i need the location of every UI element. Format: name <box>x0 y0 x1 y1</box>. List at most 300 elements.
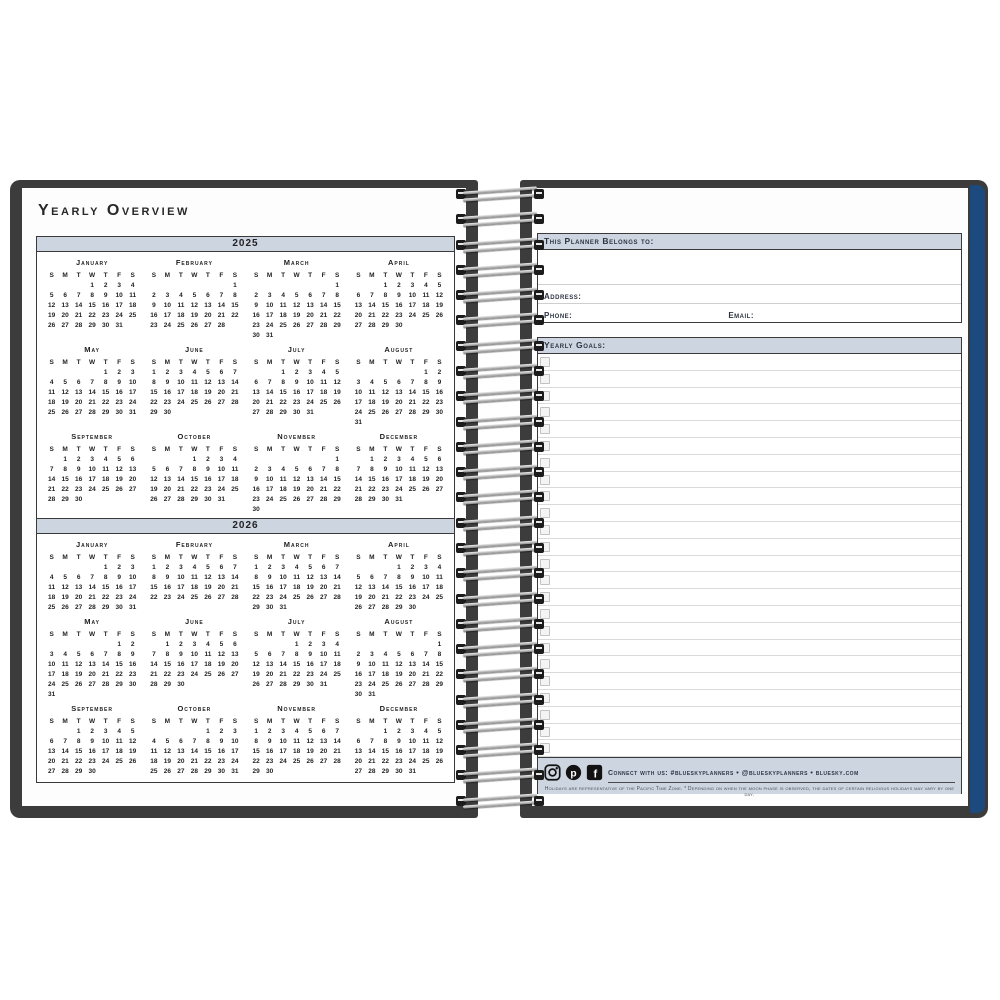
dow-cell: T <box>76 446 81 453</box>
week-row <box>352 734 447 744</box>
address-row <box>538 285 961 304</box>
day-cell: 21 <box>231 584 239 591</box>
day-cell: 24 <box>395 486 403 493</box>
dow-cell: T <box>178 446 183 453</box>
binding-coil <box>456 694 544 707</box>
coil-right-end <box>534 796 544 806</box>
day-cell: 25 <box>150 768 158 775</box>
day-cell: 23 <box>381 486 389 493</box>
day-cell: 23 <box>102 312 110 319</box>
page-title: Yearly Overview <box>38 202 190 219</box>
binding-coil <box>456 188 544 201</box>
day-cell: 12 <box>129 738 137 745</box>
dow-cell: M <box>266 446 273 453</box>
dow-cell: T <box>205 631 210 638</box>
day-of-week-row <box>249 714 344 724</box>
day-cell: 15 <box>102 389 110 396</box>
day-cell: 18 <box>293 748 301 755</box>
week-row <box>352 724 447 734</box>
day-cell: 17 <box>320 661 328 668</box>
month-name: July <box>287 345 306 354</box>
goal-row <box>538 572 961 589</box>
day-cell: 18 <box>333 661 341 668</box>
week-row <box>45 472 140 482</box>
day-cell: 16 <box>115 584 123 591</box>
week-row <box>249 744 344 754</box>
day-cell: 8 <box>281 379 285 386</box>
day-cell: 28 <box>190 768 198 775</box>
week-row <box>147 580 242 590</box>
week-row <box>147 667 242 677</box>
social-icons <box>544 764 603 781</box>
mini-month-november <box>246 704 348 774</box>
coil-right-end <box>534 391 544 401</box>
dow-cell: M <box>164 554 171 561</box>
day-cell: 29 <box>381 768 389 775</box>
day-cell: 2 <box>294 369 299 376</box>
day-cell: 3 <box>267 466 272 473</box>
week-row <box>249 395 344 405</box>
day-cell: 6 <box>267 651 272 658</box>
day-cell: 25 <box>102 486 110 493</box>
day-cell: 13 <box>408 661 416 668</box>
day-cell: 25 <box>115 758 123 765</box>
day-cell: 31 <box>115 322 123 329</box>
day-cell: 17 <box>177 389 185 396</box>
day-cell: 9 <box>254 302 258 309</box>
day-cell: 12 <box>204 379 212 386</box>
day-cell: 21 <box>150 671 158 678</box>
week-row <box>45 590 140 600</box>
day-cell: 26 <box>217 671 225 678</box>
day-cell: 6 <box>321 728 326 735</box>
day-cell: 4 <box>192 369 197 376</box>
week-row <box>45 570 140 580</box>
day-cell: 24 <box>408 758 416 765</box>
dow-cell: T <box>103 554 108 561</box>
dow-cell: W <box>89 359 96 366</box>
day-cell: 30 <box>354 691 362 698</box>
day-cell: 26 <box>435 758 443 765</box>
day-cell: 10 <box>102 738 110 745</box>
pinterest-icon <box>565 764 582 781</box>
day-cell: 15 <box>204 748 212 755</box>
day-cell: 30 <box>381 496 389 503</box>
week-row <box>45 462 140 472</box>
dow-cell: W <box>89 272 96 279</box>
dow-cell: T <box>205 554 210 561</box>
day-cell: 11 <box>333 651 341 658</box>
dow-cell: T <box>410 272 415 279</box>
day-cell: 3 <box>410 282 415 289</box>
day-cell: 12 <box>381 389 389 396</box>
day-cell: 22 <box>231 312 239 319</box>
month-name: February <box>175 540 213 549</box>
day-cell: 31 <box>231 768 239 775</box>
month-name: May <box>84 617 100 626</box>
dow-cell: M <box>369 554 375 561</box>
day-cell: 27 <box>61 322 69 329</box>
dow-cell: W <box>395 446 402 453</box>
mini-month-september <box>41 704 143 774</box>
coil-wire <box>463 295 537 303</box>
day-cell: 15 <box>231 302 239 309</box>
day-cell: 9 <box>437 379 442 386</box>
day-cell: 16 <box>293 389 301 396</box>
day-cell: 23 <box>395 758 403 765</box>
day-cell: 31 <box>395 496 403 503</box>
day-cell: 17 <box>395 476 403 483</box>
day-cell: 3 <box>370 651 374 658</box>
day-cell: 30 <box>163 409 171 416</box>
day-cell: 21 <box>320 312 328 319</box>
day-cell: 13 <box>266 661 274 668</box>
day-cell: 8 <box>103 574 108 581</box>
dow-cell: S <box>253 446 259 453</box>
day-cell: 5 <box>63 379 67 386</box>
dow-cell: F <box>117 359 122 366</box>
day-cell: 31 <box>354 419 362 426</box>
day-cell: 8 <box>76 738 81 745</box>
week-row <box>352 298 447 308</box>
day-cell: 26 <box>252 681 260 688</box>
day-cell: 15 <box>75 748 83 755</box>
mini-month-august <box>348 345 450 425</box>
day-cell: 2 <box>356 651 361 658</box>
dow-cell: S <box>253 272 259 279</box>
day-cell: 30 <box>102 322 110 329</box>
day-cell: 21 <box>320 486 328 493</box>
day-cell: 3 <box>410 728 415 735</box>
day-cell: 19 <box>435 748 443 755</box>
day-cell: 28 <box>217 322 225 329</box>
day-cell: 17 <box>368 671 376 678</box>
day-cell: 1 <box>152 369 156 376</box>
day-cell: 18 <box>408 476 416 483</box>
day-cell: 13 <box>354 748 362 755</box>
dow-cell: W <box>89 446 96 453</box>
day-cell: 12 <box>217 651 225 658</box>
day-cell: 3 <box>179 369 183 376</box>
day-cell: 20 <box>129 476 137 483</box>
day-cell: 31 <box>129 409 137 416</box>
day-cell: 27 <box>88 681 96 688</box>
goal-row <box>538 640 961 657</box>
day-cell: 11 <box>190 379 198 386</box>
day-cell: 2 <box>76 456 81 463</box>
binding-coil <box>456 416 544 429</box>
coil-right-end <box>534 543 544 553</box>
week-row <box>147 462 242 472</box>
day-cell: 23 <box>204 486 212 493</box>
day-cell: 25 <box>293 758 301 765</box>
dow-cell: S <box>151 446 157 453</box>
day-cell: 8 <box>370 466 374 473</box>
day-cell: 6 <box>206 292 210 299</box>
coil-wire <box>463 573 537 581</box>
day-cell: 8 <box>152 574 156 581</box>
day-of-week-row <box>249 268 344 278</box>
week-row <box>45 405 140 415</box>
coil-right-end <box>534 265 544 275</box>
week-row <box>249 318 344 328</box>
month-name: September <box>71 704 114 713</box>
day-cell: 20 <box>61 312 69 319</box>
day-cell: 21 <box>381 594 389 601</box>
dow-cell: T <box>383 359 388 366</box>
right-page <box>532 188 968 806</box>
dow-cell: T <box>178 554 183 561</box>
day-cell: 18 <box>61 671 69 678</box>
mini-month-july <box>246 345 348 425</box>
day-cell: 20 <box>163 486 171 493</box>
week-row <box>249 365 344 375</box>
day-cell: 6 <box>63 292 67 299</box>
day-of-week-row <box>45 627 140 637</box>
week-row <box>249 385 344 395</box>
day-cell: 4 <box>49 574 54 581</box>
day-cell: 4 <box>383 651 388 658</box>
day-cell: 17 <box>129 584 137 591</box>
day-cell: 9 <box>356 661 361 668</box>
day-cell: 30 <box>217 768 225 775</box>
day-cell: 6 <box>130 456 135 463</box>
day-cell: 19 <box>48 312 56 319</box>
coil-right-end <box>534 240 544 250</box>
month-name: June <box>185 345 204 354</box>
day-cell: 24 <box>279 758 287 765</box>
dow-cell: T <box>103 631 108 638</box>
day-cell: 24 <box>266 322 274 329</box>
day-cell: 14 <box>408 389 416 396</box>
coil-wire <box>463 219 537 227</box>
dow-cell: T <box>383 554 388 561</box>
day-cell: 30 <box>266 604 274 611</box>
day-cell: 12 <box>204 574 212 581</box>
binding-coil <box>456 264 544 277</box>
facebook-icon <box>586 764 603 781</box>
day-cell: 12 <box>354 584 362 591</box>
month-name: August <box>384 345 414 354</box>
day-cell: 10 <box>115 292 123 299</box>
binding-coil <box>456 213 544 226</box>
day-cell: 20 <box>217 584 225 591</box>
day-cell: 6 <box>49 738 54 745</box>
day-cell: 21 <box>231 389 239 396</box>
day-cell: 10 <box>320 651 328 658</box>
binding-coil <box>456 239 544 252</box>
day-cell: 20 <box>354 312 362 319</box>
day-cell: 11 <box>48 584 56 591</box>
day-cell: 8 <box>335 466 339 473</box>
dow-cell: F <box>117 718 122 725</box>
week-row <box>352 687 447 697</box>
day-cell: 25 <box>48 604 56 611</box>
day-cell: 30 <box>252 332 260 339</box>
day-cell: 13 <box>217 379 225 386</box>
goal-row <box>538 455 961 472</box>
day-cell: 25 <box>231 486 239 493</box>
day-cell: 6 <box>370 574 374 581</box>
dow-cell: S <box>49 272 54 279</box>
day-cell: 15 <box>163 661 171 668</box>
week-row <box>352 637 447 647</box>
day-cell: 30 <box>75 496 83 503</box>
day-cell: 2 <box>179 641 183 648</box>
day-cell: 20 <box>75 594 83 601</box>
day-cell: 4 <box>424 728 428 735</box>
binding-coil <box>456 719 544 732</box>
dow-cell: M <box>62 272 68 279</box>
dow-cell: S <box>253 554 259 561</box>
day-cell: 2 <box>219 728 224 735</box>
day-cell: 9 <box>152 302 156 309</box>
day-cell: 28 <box>88 409 96 416</box>
day-cell: 1 <box>294 641 299 648</box>
day-cell: 11 <box>381 661 389 668</box>
day-cell: 2 <box>267 564 272 571</box>
day-cell: 5 <box>152 466 156 473</box>
day-cell: 7 <box>219 292 224 299</box>
goal-row <box>538 388 961 405</box>
mini-month-september <box>41 432 143 512</box>
day-cell: 24 <box>354 409 362 416</box>
day-cell: 9 <box>267 738 272 745</box>
day-cell: 28 <box>381 604 389 611</box>
week-row <box>352 647 447 657</box>
day-cell: 18 <box>177 312 185 319</box>
day-cell: 19 <box>306 584 314 591</box>
day-cell: 18 <box>320 389 328 396</box>
coil-wire <box>463 522 537 530</box>
day-cell: 14 <box>333 574 341 581</box>
dow-cell: S <box>334 272 340 279</box>
day-cell: 29 <box>75 768 83 775</box>
day-cell: 27 <box>266 681 274 688</box>
day-cell: 22 <box>163 671 171 678</box>
day-cell: 26 <box>435 312 443 319</box>
dow-cell: M <box>369 272 375 279</box>
day-cell: 20 <box>320 584 328 591</box>
day-cell: 2 <box>152 292 156 299</box>
day-cell: 7 <box>281 651 285 658</box>
day-of-week-row <box>147 714 242 724</box>
mini-month-october <box>143 432 245 512</box>
dow-cell: T <box>383 272 388 279</box>
day-cell: 17 <box>177 584 185 591</box>
day-cell: 17 <box>422 584 430 591</box>
day-cell: 15 <box>422 389 430 396</box>
day-cell: 28 <box>408 409 416 416</box>
dow-cell: M <box>62 554 68 561</box>
week-row <box>249 482 344 492</box>
dow-cell: F <box>117 272 122 279</box>
day-cell: 5 <box>308 728 312 735</box>
week-row <box>249 734 344 744</box>
dow-cell: T <box>308 272 313 279</box>
goal-row <box>538 589 961 606</box>
week-row <box>249 405 344 415</box>
dow-cell: S <box>232 718 238 725</box>
binding-coil <box>456 314 544 327</box>
day-cell: 15 <box>333 302 341 309</box>
mini-month-may <box>41 345 143 425</box>
day-cell: 3 <box>179 564 183 571</box>
dow-cell: W <box>191 272 198 279</box>
day-cell: 18 <box>422 302 430 309</box>
footer-bar <box>538 757 961 798</box>
month-name: April <box>387 258 410 267</box>
day-cell: 23 <box>150 322 158 329</box>
dow-cell: T <box>308 359 313 366</box>
day-cell: 9 <box>267 574 272 581</box>
day-cell: 18 <box>150 758 158 765</box>
mini-month-december <box>348 432 450 512</box>
dow-cell: W <box>293 554 300 561</box>
dow-cell: W <box>191 631 198 638</box>
day-cell: 31 <box>279 604 287 611</box>
day-cell: 25 <box>61 681 69 688</box>
day-cell: 17 <box>217 476 225 483</box>
day-cell: 7 <box>267 379 272 386</box>
dow-cell: T <box>410 718 415 725</box>
day-cell: 24 <box>217 486 225 493</box>
phone-email-row <box>538 304 961 322</box>
coil-wire <box>463 547 537 555</box>
year-block-2025 <box>36 236 455 521</box>
day-cell: 25 <box>204 671 212 678</box>
day-cell: 28 <box>102 681 110 688</box>
day-cell: 10 <box>266 302 274 309</box>
dow-cell: M <box>62 446 68 453</box>
day-cell: 7 <box>335 728 339 735</box>
year-header-2025: 2025 <box>37 237 454 252</box>
day-cell: 16 <box>88 748 96 755</box>
day-cell: 9 <box>165 574 170 581</box>
day-cell: 11 <box>190 574 198 581</box>
day-cell: 16 <box>252 312 260 319</box>
day-cell: 5 <box>254 651 258 658</box>
week-row <box>45 288 140 298</box>
mini-month-january <box>41 258 143 338</box>
day-cell: 8 <box>383 292 388 299</box>
day-cell: 31 <box>266 332 274 339</box>
day-cell: 20 <box>368 594 376 601</box>
week-row <box>249 580 344 590</box>
binding-coil <box>456 769 544 782</box>
week-row <box>249 472 344 482</box>
day-cell: 7 <box>152 651 156 658</box>
day-cell: 15 <box>88 302 96 309</box>
coil-wire <box>463 269 537 277</box>
week-row <box>45 647 140 657</box>
day-cell: 24 <box>115 312 123 319</box>
day-of-week-row <box>352 550 447 560</box>
day-cell: 3 <box>397 456 401 463</box>
day-cell: 30 <box>204 496 212 503</box>
day-cell: 18 <box>435 584 443 591</box>
day-cell: 5 <box>383 379 388 386</box>
day-cell: 19 <box>306 748 314 755</box>
dow-cell: W <box>293 359 300 366</box>
day-cell: 1 <box>335 456 339 463</box>
day-cell: 4 <box>192 564 197 571</box>
day-cell: 4 <box>179 292 183 299</box>
day-cell: 7 <box>321 466 326 473</box>
day-cell: 10 <box>217 466 225 473</box>
day-cell: 20 <box>177 758 185 765</box>
goal-row <box>538 740 961 757</box>
